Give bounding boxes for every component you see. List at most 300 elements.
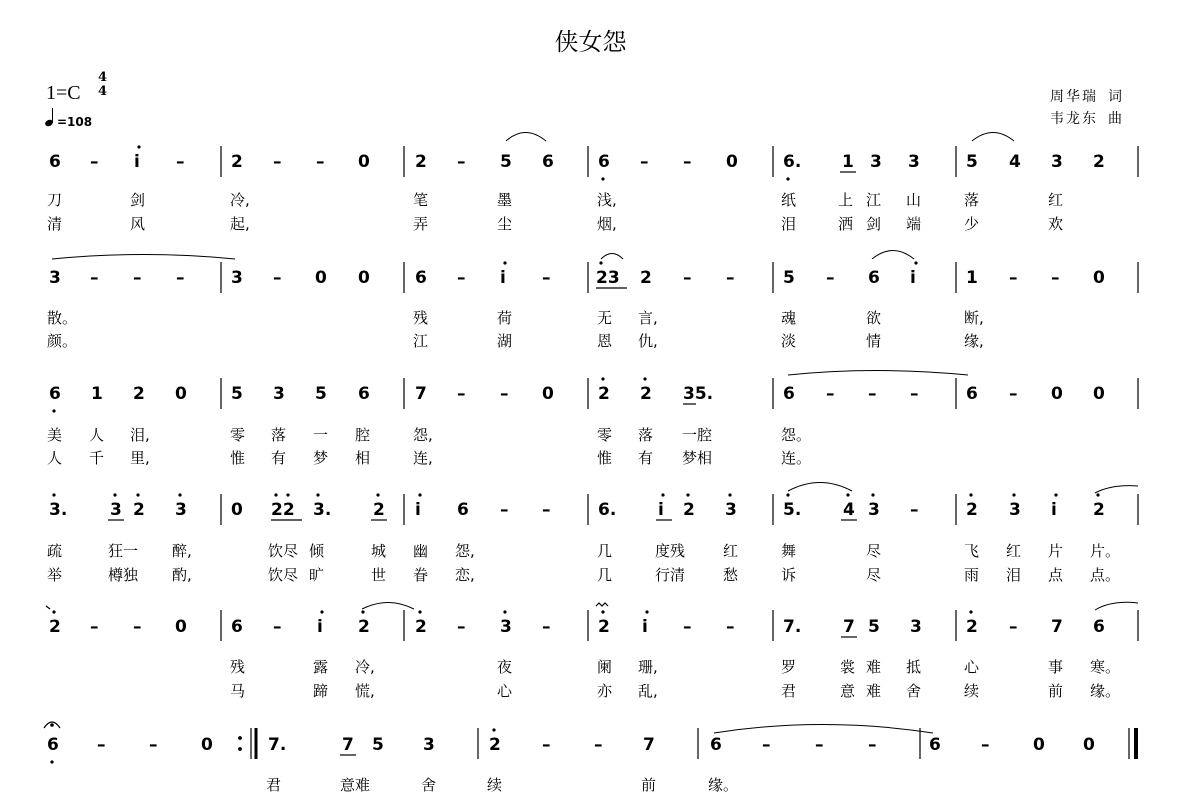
note: 6 xyxy=(966,384,978,404)
dash: – xyxy=(500,384,509,404)
lyric: 零 xyxy=(230,426,246,444)
slurs xyxy=(506,133,1014,142)
note: 6 xyxy=(929,735,941,755)
note: 2 xyxy=(1093,500,1105,520)
note: 2 xyxy=(231,152,243,172)
lyric: 山 xyxy=(906,191,922,209)
note: 6 xyxy=(49,152,61,172)
system-3 xyxy=(47,371,1138,468)
lyricist-name: 周华瑞 xyxy=(1050,89,1098,105)
dash: – xyxy=(726,617,735,637)
lyric: 冷, xyxy=(355,658,375,676)
lyric: 恋, xyxy=(455,566,475,584)
dash: – xyxy=(981,735,990,755)
note: 6 xyxy=(783,384,795,404)
lyric: 腔 xyxy=(355,426,371,444)
lyric: 狂一 xyxy=(108,542,139,560)
note: 1 xyxy=(966,268,978,288)
lyric: 烟, xyxy=(597,215,617,233)
lyric: 剑 xyxy=(866,215,882,233)
rest: 0 xyxy=(1033,735,1045,755)
lyric: 续 xyxy=(487,776,503,794)
dash: – xyxy=(1009,268,1018,288)
lyric: 人 xyxy=(47,449,63,467)
lyrics-verse-2 xyxy=(230,682,1120,700)
octave-dots xyxy=(503,261,917,264)
lyrics-verse-1 xyxy=(266,776,738,794)
lyric: 连, xyxy=(413,449,433,467)
lyric: 几 xyxy=(597,566,613,584)
lyric: 世 xyxy=(371,566,387,584)
dash: – xyxy=(90,617,99,637)
lyric: 饮尽 xyxy=(268,542,299,560)
dash: – xyxy=(149,735,158,755)
note: 2 xyxy=(373,500,385,520)
note: 5 xyxy=(372,735,384,755)
note: 3 xyxy=(175,500,187,520)
lyric: 舍 xyxy=(906,682,922,700)
lyric: 幽 xyxy=(413,542,429,560)
rest: 0 xyxy=(175,384,187,404)
note: 5 xyxy=(315,384,327,404)
note: 7 xyxy=(415,384,427,404)
lyric: 浅, xyxy=(597,191,617,209)
note: 6. xyxy=(783,152,802,172)
dash: – xyxy=(826,384,835,404)
lyric: 倾 xyxy=(309,542,325,560)
note: 6 xyxy=(542,152,554,172)
lyric: 尽 xyxy=(866,542,882,560)
lyric: 美 xyxy=(47,426,63,444)
system-1 xyxy=(47,133,1138,234)
note: 4 xyxy=(1009,152,1021,172)
dash: – xyxy=(90,268,99,288)
lyric: 裳 xyxy=(840,658,856,676)
notes xyxy=(49,152,1105,172)
lyric: 君 xyxy=(266,776,282,794)
note-group: 35. xyxy=(683,384,714,404)
lyrics-verse-1 xyxy=(47,191,1063,209)
rest: 0 xyxy=(231,500,243,520)
note: 6 xyxy=(415,268,427,288)
lyric: 梦 xyxy=(313,449,329,467)
note: 6. xyxy=(598,500,617,520)
lyric: 荷 xyxy=(497,309,513,327)
rest: 0 xyxy=(358,152,370,172)
dash: – xyxy=(273,152,282,172)
note: i xyxy=(134,152,140,172)
lyric: 红 xyxy=(1048,191,1064,209)
notes xyxy=(47,735,1095,755)
lyric: 疏 xyxy=(47,542,63,560)
note: 2 xyxy=(598,384,610,404)
dash: – xyxy=(457,617,466,637)
lyric: 怨。 xyxy=(781,426,812,444)
lyric: 事 xyxy=(1048,658,1064,676)
note: 6 xyxy=(47,735,59,755)
note: 2 xyxy=(640,268,652,288)
note: 2 xyxy=(358,617,370,637)
dash: – xyxy=(1009,384,1018,404)
dash: – xyxy=(133,268,142,288)
rest: 0 xyxy=(358,268,370,288)
note: i xyxy=(642,617,648,637)
lyric: 欲 xyxy=(866,309,882,327)
lyric: 舞 xyxy=(781,542,797,560)
notes xyxy=(49,384,1105,404)
note: 3. xyxy=(49,500,68,520)
lyric: 举 xyxy=(47,566,63,584)
mordent-icon xyxy=(596,603,608,606)
repeat-dots-icon xyxy=(238,736,242,751)
lyrics-verse-1 xyxy=(47,309,984,327)
note: 3 xyxy=(273,384,285,404)
lyric: 亦 xyxy=(597,682,613,700)
note: 7 xyxy=(643,735,655,755)
lyrics-verse-2 xyxy=(47,215,1063,233)
tempo-value: =108 xyxy=(57,115,93,129)
lyric: 抵 xyxy=(906,658,922,676)
note: 2 xyxy=(683,500,695,520)
dash: – xyxy=(273,617,282,637)
lyric: 墨 xyxy=(497,191,513,209)
lyricist-role: 词 xyxy=(1108,89,1124,105)
lyric: 珊, xyxy=(638,658,658,676)
lyric: 湖 xyxy=(497,332,513,350)
octave-dots xyxy=(52,493,1099,496)
lyric: 仇, xyxy=(638,332,658,350)
lyric: 冷, xyxy=(230,191,250,209)
key-signature: 1=C xyxy=(46,82,81,104)
dash: – xyxy=(594,735,603,755)
note: 5 xyxy=(231,384,243,404)
dash: – xyxy=(1051,268,1060,288)
dash: – xyxy=(815,735,824,755)
dash: – xyxy=(542,617,551,637)
note: 2 xyxy=(489,735,501,755)
lyric: 几 xyxy=(597,542,613,560)
lyric: 樽独 xyxy=(108,566,139,584)
system-2 xyxy=(47,251,1138,351)
lyric: 残 xyxy=(413,309,429,327)
dash: – xyxy=(683,152,692,172)
lyric: 零 xyxy=(597,426,613,444)
dash: – xyxy=(1009,617,1018,637)
lyric: 眷 xyxy=(413,566,429,584)
lyric: 罗 xyxy=(781,658,797,676)
slurs xyxy=(362,602,1138,610)
note: 3 xyxy=(868,500,880,520)
dash: – xyxy=(683,617,692,637)
lyric: 红 xyxy=(723,542,739,560)
lyric: 红 xyxy=(1006,542,1022,560)
lyric: 慌, xyxy=(355,682,375,700)
lyric: 断, xyxy=(964,309,984,327)
dash: – xyxy=(176,268,185,288)
note: 5 xyxy=(966,152,978,172)
lyric: 有 xyxy=(638,449,654,467)
dash: – xyxy=(316,152,325,172)
note: 2 xyxy=(133,500,145,520)
note: 3 xyxy=(870,152,882,172)
lyric: 难 xyxy=(866,682,882,700)
slurs xyxy=(788,483,1138,494)
note-group: 23 xyxy=(596,268,620,288)
lyric: 怨, xyxy=(413,426,433,444)
lyric: 欢 xyxy=(1048,215,1064,233)
note: i xyxy=(910,268,916,288)
lyric: 怨, xyxy=(455,542,475,560)
lyric: 马 xyxy=(230,682,246,700)
lyrics-verse-1 xyxy=(47,426,811,444)
dash: – xyxy=(542,735,551,755)
dash: – xyxy=(500,500,509,520)
lyric: 连。 xyxy=(781,449,812,467)
note: i xyxy=(500,268,506,288)
note: 7. xyxy=(268,735,287,755)
note: 3 xyxy=(231,268,243,288)
lyric: 起, xyxy=(230,215,250,233)
lyric: 前 xyxy=(1048,682,1064,700)
lyric: 飞 xyxy=(964,542,980,560)
rest: 0 xyxy=(542,384,554,404)
dash: – xyxy=(542,500,551,520)
note: 5. xyxy=(783,500,802,520)
lyric: 乱, xyxy=(638,682,658,700)
note: 5 xyxy=(500,152,512,172)
lyric: 里, xyxy=(130,449,150,467)
dash: – xyxy=(542,268,551,288)
lyric: 泪 xyxy=(781,215,797,233)
lyric: 城 xyxy=(371,542,387,560)
dash: – xyxy=(868,735,877,755)
lyric: 落 xyxy=(638,426,654,444)
rest: 0 xyxy=(315,268,327,288)
lyric: 清 xyxy=(47,215,63,233)
lyric: 情 xyxy=(866,332,882,350)
note: 2 xyxy=(49,617,61,637)
lyric: 洒 xyxy=(838,215,854,233)
lyric: 夜 xyxy=(497,658,513,676)
dash: – xyxy=(826,268,835,288)
lyrics-verse-2 xyxy=(47,449,811,467)
lyric: 诉 xyxy=(781,566,797,584)
lyric: 梦相 xyxy=(682,449,713,467)
dash: – xyxy=(868,384,877,404)
lyric: 有 xyxy=(271,449,287,467)
lyric: 旷 xyxy=(309,566,325,584)
note: 3 xyxy=(908,152,920,172)
lyric: 言, xyxy=(638,309,658,327)
note: 3 xyxy=(1051,152,1063,172)
note: 3 xyxy=(910,617,922,637)
rest: 0 xyxy=(1093,268,1105,288)
rest: 0 xyxy=(175,617,187,637)
lyric: 颜。 xyxy=(47,332,78,350)
dash: – xyxy=(176,152,185,172)
note: 2 xyxy=(133,384,145,404)
notes xyxy=(49,617,1105,637)
dash: – xyxy=(457,268,466,288)
dash: – xyxy=(457,152,466,172)
lyric: 相 xyxy=(355,449,371,467)
note: 6 xyxy=(868,268,880,288)
lyric: 度残 xyxy=(655,542,686,560)
dash: – xyxy=(457,384,466,404)
lyric: 散。 xyxy=(47,309,78,327)
lyrics-verse-2 xyxy=(47,332,984,350)
note: 2 xyxy=(1093,152,1105,172)
system-6 xyxy=(44,722,1136,794)
system-4 xyxy=(47,483,1138,585)
lyric: 意难 xyxy=(340,776,371,794)
note: 2 xyxy=(415,617,427,637)
slurs xyxy=(788,371,968,376)
lyrics-verse-1 xyxy=(230,658,1120,676)
dash: – xyxy=(133,617,142,637)
lyric: 难 xyxy=(866,658,882,676)
lyric: 剑 xyxy=(130,191,146,209)
lyric: 阑 xyxy=(597,658,613,676)
lyric: 落 xyxy=(964,191,980,209)
barlines xyxy=(221,494,1138,525)
composer-name: 韦龙东 xyxy=(1050,111,1098,127)
note: 2 xyxy=(966,500,978,520)
note: i xyxy=(1051,500,1057,520)
note: 7 xyxy=(342,735,354,755)
lyric: 醉, xyxy=(172,542,192,560)
rest: 0 xyxy=(1083,735,1095,755)
lyric: 一腔 xyxy=(682,426,713,444)
lyric: 泪, xyxy=(130,426,150,444)
lyric: 行清 xyxy=(655,566,686,584)
time-numerator: 4 xyxy=(98,70,108,85)
fermata-icon xyxy=(44,722,60,728)
lyric: 点。 xyxy=(1090,566,1121,584)
octave-dots xyxy=(52,610,972,613)
lyric: 上 xyxy=(838,191,854,209)
lyric: 落 xyxy=(271,426,287,444)
lyric: 纸 xyxy=(781,191,797,209)
slurs xyxy=(52,251,914,260)
note: 1 xyxy=(91,384,103,404)
lyric: 缘, xyxy=(964,332,984,350)
dash: – xyxy=(90,152,99,172)
time-denominator: 4 xyxy=(98,84,108,99)
note: i xyxy=(415,500,421,520)
note: 2 xyxy=(966,617,978,637)
lyric: 尽 xyxy=(866,566,882,584)
rest: 0 xyxy=(1051,384,1063,404)
lyric: 意 xyxy=(840,682,856,700)
lyrics-verse-2 xyxy=(47,566,1120,584)
note: i xyxy=(658,500,664,520)
lyric: 心 xyxy=(497,682,513,700)
dash: – xyxy=(683,268,692,288)
song-title: 侠女怨 xyxy=(554,28,627,56)
lyric: 饮尽 xyxy=(268,566,299,584)
lyric: 泪 xyxy=(1006,566,1022,584)
note: 3. xyxy=(313,500,332,520)
note: 7 xyxy=(1051,617,1063,637)
lyric: 千 xyxy=(89,449,105,467)
dash: – xyxy=(910,384,919,404)
note: 2 xyxy=(415,152,427,172)
dash: – xyxy=(273,268,282,288)
note: 3 xyxy=(500,617,512,637)
lyric: 酌, xyxy=(172,566,192,584)
lyric: 魂 xyxy=(781,309,797,327)
note-group: 22 xyxy=(271,500,295,520)
lyric: 少 xyxy=(964,215,980,233)
note: 6 xyxy=(49,384,61,404)
lyric: 笔 xyxy=(413,191,429,209)
lyric: 愁 xyxy=(723,566,739,584)
lyric: 风 xyxy=(130,215,146,233)
note: 3 xyxy=(110,500,122,520)
lyric: 舍 xyxy=(421,776,437,794)
slurs xyxy=(714,725,933,734)
rest: 0 xyxy=(1093,384,1105,404)
note: 3 xyxy=(1009,500,1021,520)
lyric: 弄 xyxy=(413,215,429,233)
composer-role: 曲 xyxy=(1108,111,1124,127)
lyric: 惟 xyxy=(597,449,613,467)
note: 4 xyxy=(843,500,855,520)
lyric: 片。 xyxy=(1090,542,1121,560)
grace-mark-icon xyxy=(46,606,50,609)
lyric: 江 xyxy=(866,191,882,209)
note: 6 xyxy=(457,500,469,520)
note: 2 xyxy=(598,617,610,637)
dash: – xyxy=(910,500,919,520)
dash: – xyxy=(762,735,771,755)
lyric: 露 xyxy=(313,658,329,676)
lyric: 无 xyxy=(597,309,613,327)
note: 3 xyxy=(725,500,737,520)
note: 6 xyxy=(231,617,243,637)
lyric: 刀 xyxy=(47,191,63,209)
lyric: 缘。 xyxy=(1090,682,1121,700)
lyric: 端 xyxy=(906,215,922,233)
dash: – xyxy=(726,268,735,288)
dash: – xyxy=(97,735,106,755)
rest: 0 xyxy=(726,152,738,172)
lyric: 心 xyxy=(964,658,980,676)
lyric: 恩 xyxy=(597,332,613,350)
note: i xyxy=(317,617,323,637)
note: 3 xyxy=(423,735,435,755)
lyric: 寒。 xyxy=(1090,658,1121,676)
lyric: 一 xyxy=(313,426,329,444)
lyric: 雨 xyxy=(964,566,980,584)
lyric: 缘。 xyxy=(708,776,739,794)
note: 3 xyxy=(49,268,61,288)
note: 5 xyxy=(783,268,795,288)
lyric: 尘 xyxy=(497,215,513,233)
note: 7 xyxy=(843,617,855,637)
note: 6 xyxy=(710,735,722,755)
lyric: 惟 xyxy=(230,449,246,467)
ornaments xyxy=(46,603,608,609)
lyric: 点 xyxy=(1048,566,1064,584)
notes xyxy=(49,268,1105,288)
note: 5 xyxy=(868,617,880,637)
note: 7. xyxy=(783,617,802,637)
note: 2 xyxy=(640,384,652,404)
note: 6 xyxy=(598,152,610,172)
lyric: 蹄 xyxy=(313,682,329,700)
